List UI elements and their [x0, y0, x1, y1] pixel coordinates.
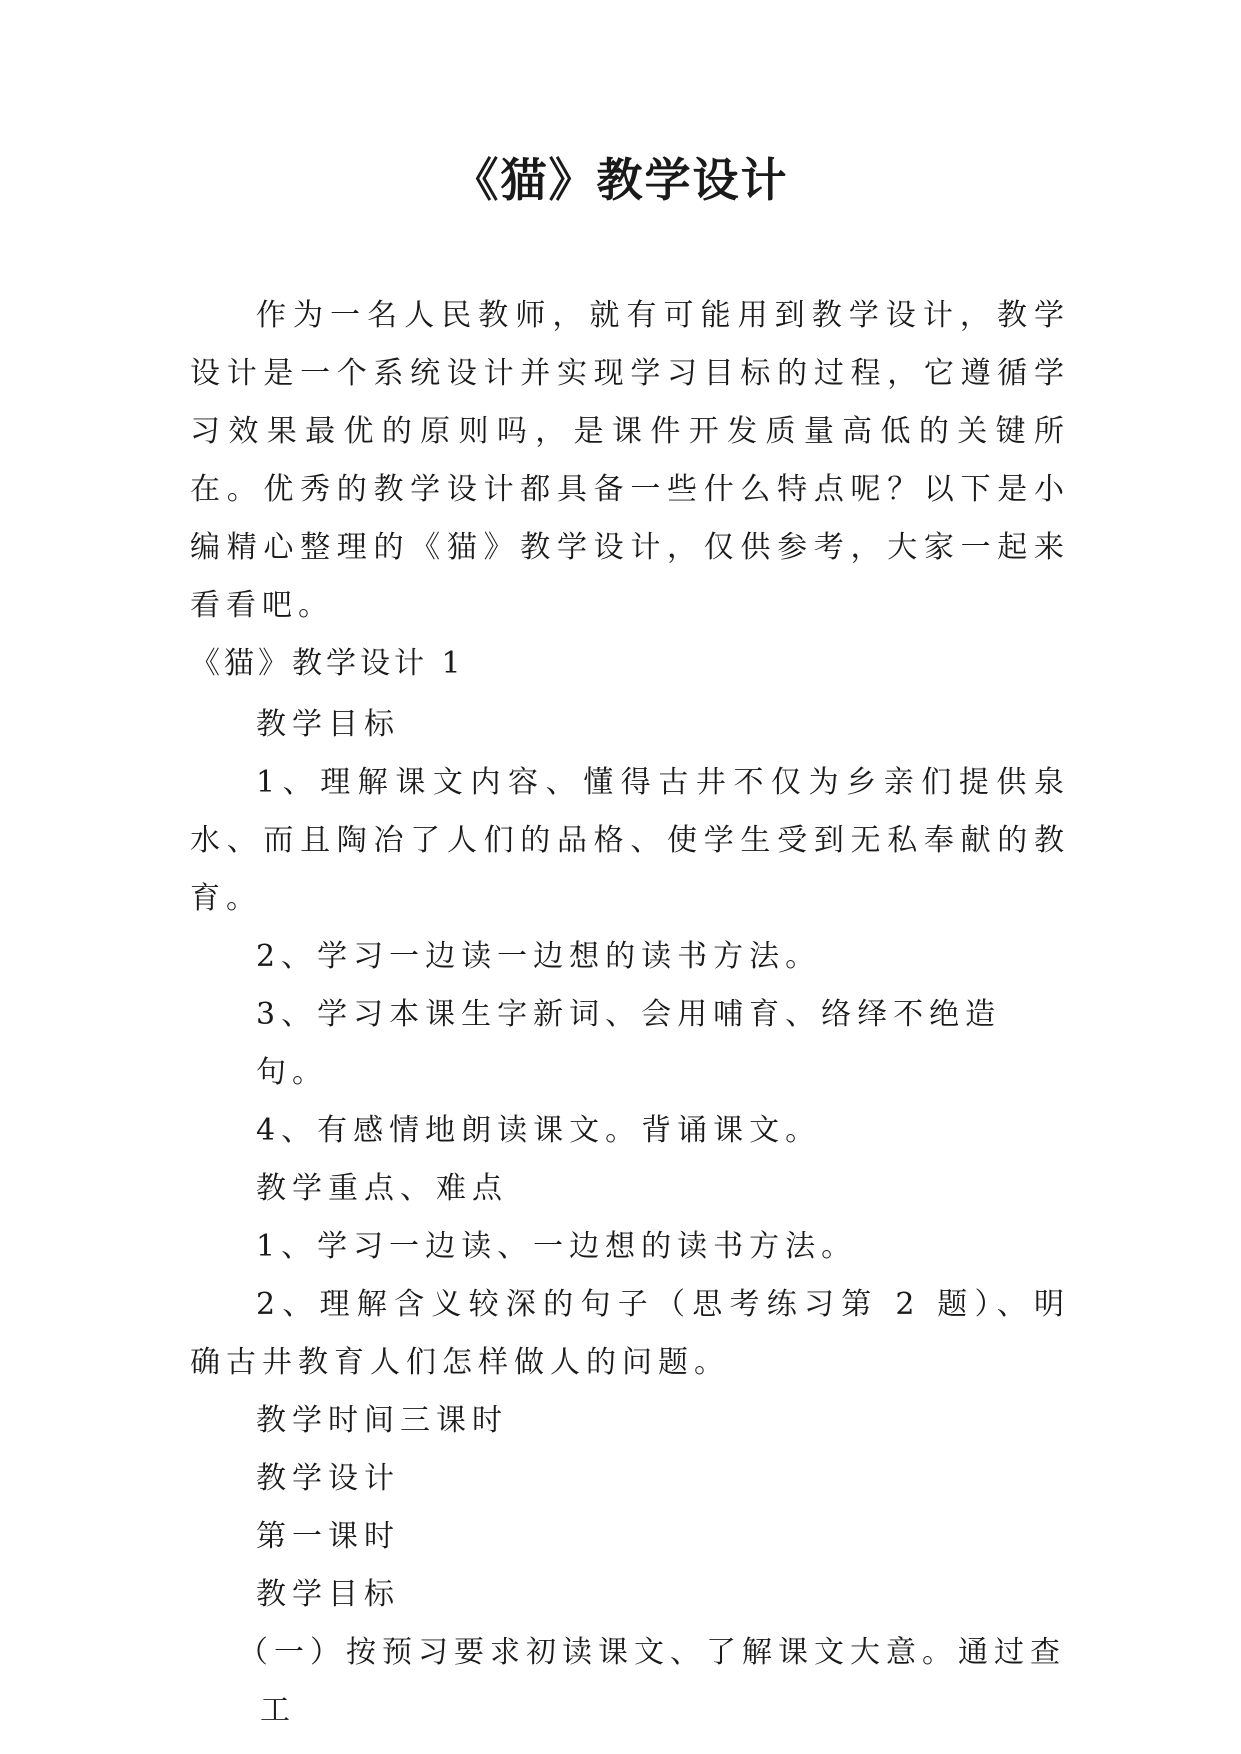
goal-item-4: 4、有感情地朗读课文。背诵课文。 [256, 1113, 822, 1148]
intro-paragraph: 作为一名人民教师，就有可能用到教学设计，教学设计是一个系统设计并实现学习目标的过程，它遵循学习效果最优的原则吗，是课件开发质量高低的关键所在。优秀的教学设计都具备一些什么特点呢？以下是小编精心整理的《猫》教学设计，仅供参考，大家一起来看看吧。 [190, 298, 1070, 623]
subheading-teaching-goals: 教学目标 [256, 707, 400, 742]
goal-item-1: 1、理解课文内容、懂得古井不仅为乡亲们提供泉水、而且陶冶了人们的品格、使学生受到无私奉献的教育。 [190, 765, 1070, 916]
key-point-2: 2、理解含义较深的句子（思考练习第 2 题）、明确古井教育人们怎样做人的问题。 [190, 1287, 1070, 1380]
goal-item-2: 2、学习一边读一边想的读书方法。 [256, 939, 822, 974]
subheading-teaching-design: 教学设计 [256, 1461, 400, 1496]
section-body [190, 696, 1070, 1740]
subheading-lesson-goals: 教学目标 [256, 1577, 400, 1612]
teaching-time: 教学时间三课时 [256, 1403, 508, 1438]
subheading-key-points: 教学重点、难点 [256, 1171, 508, 1206]
key-point-1: 1、学习一边读、一边想的读书方法。 [256, 1229, 858, 1264]
lesson-goal-item-1: （一）按预习要求初读课文、了解课文大意。通过查工 [238, 1635, 1066, 1728]
subheading-first-lesson: 第一课时 [256, 1519, 400, 1554]
document-title: 《猫》教学设计 [452, 153, 789, 207]
goal-item-3: 3、学习本课生字新词、会用哺育、络绎不绝造句。 [256, 997, 1002, 1090]
section-heading: 《猫》教学设计 1 [190, 646, 465, 681]
